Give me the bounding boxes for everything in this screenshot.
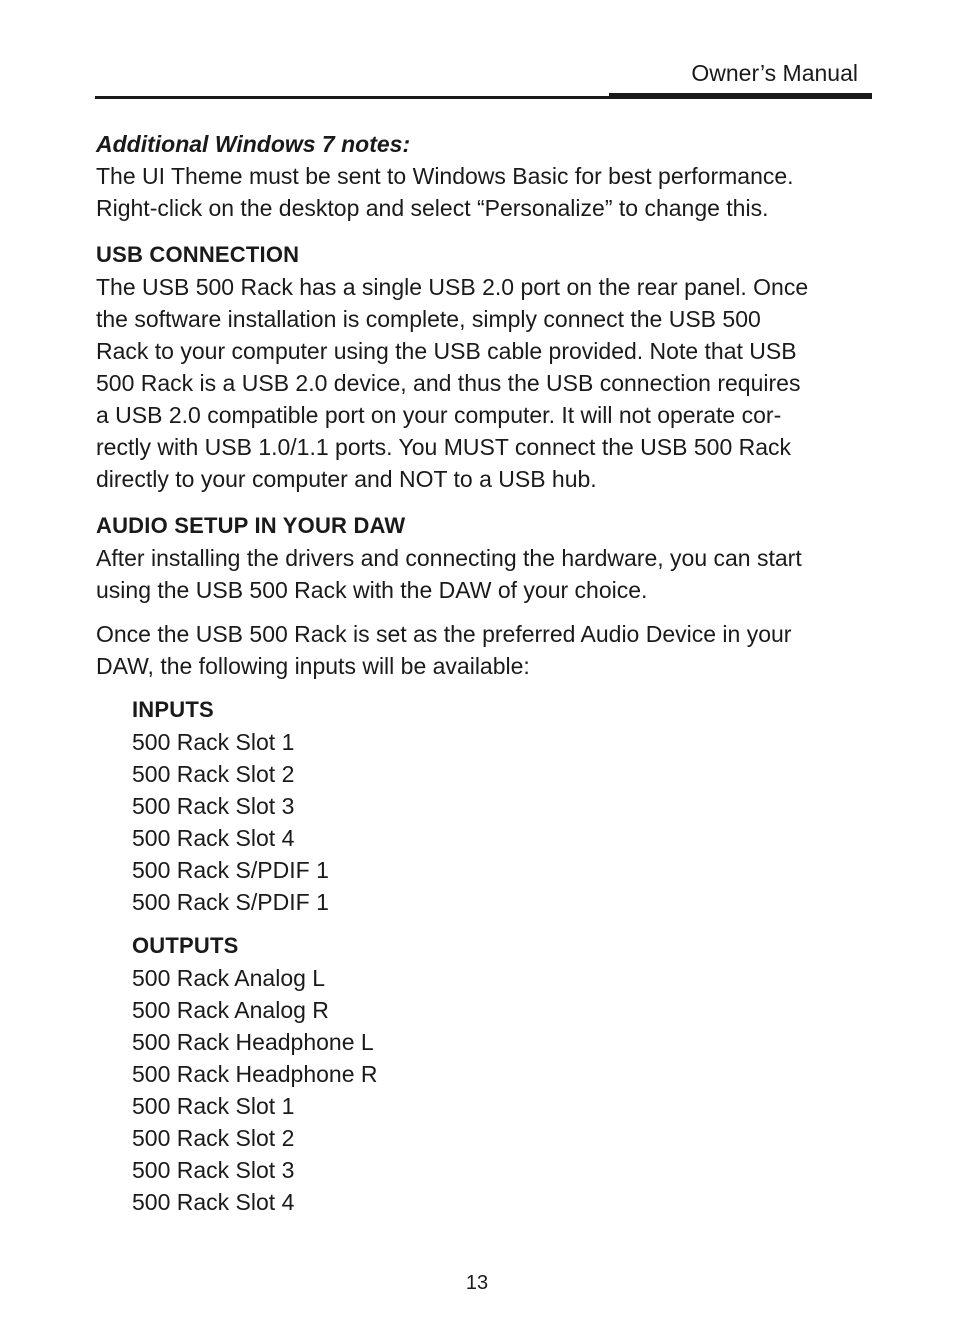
text-line: DAW, the following inputs will be available: [96, 653, 530, 679]
list-item: 500 Rack Slot 3 [132, 793, 295, 819]
usb-connection-text [96, 271, 866, 495]
text-line: Once the USB 500 Rack is set as the preferred Audio Device in your [96, 621, 792, 647]
text-line: the software installation is complete, simply connect the USB 500 [96, 306, 761, 332]
text-line: Right-click on the desktop and select “Personalize” to change this. [96, 195, 769, 221]
header-rule-accent [609, 93, 872, 99]
list-item: 500 Rack Headphone R [132, 1061, 378, 1087]
usb-connection-heading: USB CONNECTION [96, 242, 300, 267]
inputs-list [132, 694, 866, 918]
list-item: 500 Rack Headphone L [132, 1029, 374, 1055]
text-line: a USB 2.0 compatible port on your computer. It will not operate cor- [96, 402, 782, 428]
windows-notes-section [96, 128, 866, 224]
text-line: rectly with USB 1.0/1.1 ports. You MUST connect the USB 500 Rack [96, 434, 792, 460]
page-content [96, 128, 866, 1218]
text-line: 500 Rack is a USB 2.0 device, and thus the USB connection requires [96, 370, 801, 396]
audio-setup-paragraph-1 [96, 542, 866, 606]
text-line: directly to your computer and NOT to a USB hub. [96, 466, 597, 492]
usb-connection-section [96, 239, 866, 495]
list-item: 500 Rack Slot 1 [132, 1093, 295, 1119]
windows-notes-title: Additional Windows 7 notes: [96, 131, 411, 157]
list-item: 500 Rack Slot 2 [132, 1125, 295, 1151]
text-line: After installing the drivers and connecting the hardware, you can start [96, 545, 802, 571]
text-line: The UI Theme must be sent to Windows Basic for best performance. [96, 163, 794, 189]
text-line: The USB 500 Rack has a single USB 2.0 port on the rear panel. Once [96, 274, 809, 300]
audio-setup-section [96, 510, 866, 682]
outputs-list [132, 930, 866, 1218]
text-line: Rack to your computer using the USB cable provided. Note that USB [96, 338, 797, 364]
list-item: 500 Rack Slot 4 [132, 1189, 295, 1215]
windows-notes-text [96, 160, 866, 224]
inputs-heading: INPUTS [132, 697, 214, 722]
page-number: 13 [465, 1272, 489, 1294]
list-item: 500 Rack Slot 4 [132, 825, 295, 851]
list-item: 500 Rack Slot 1 [132, 729, 295, 755]
list-item: 500 Rack Slot 3 [132, 1157, 295, 1183]
list-item: 500 Rack Slot 2 [132, 761, 295, 787]
list-item: 500 Rack S/PDIF 1 [132, 889, 329, 915]
page-header-title: Owner’s Manual [691, 60, 858, 86]
list-item: 500 Rack S/PDIF 1 [132, 857, 329, 883]
list-item: 500 Rack Analog L [132, 965, 326, 991]
audio-setup-heading: AUDIO SETUP IN YOUR DAW [96, 513, 406, 538]
outputs-heading: OUTPUTS [132, 933, 239, 958]
audio-setup-paragraph-2 [96, 618, 866, 682]
text-line: using the USB 500 Rack with the DAW of your choice. [96, 577, 648, 603]
list-item: 500 Rack Analog R [132, 997, 329, 1023]
